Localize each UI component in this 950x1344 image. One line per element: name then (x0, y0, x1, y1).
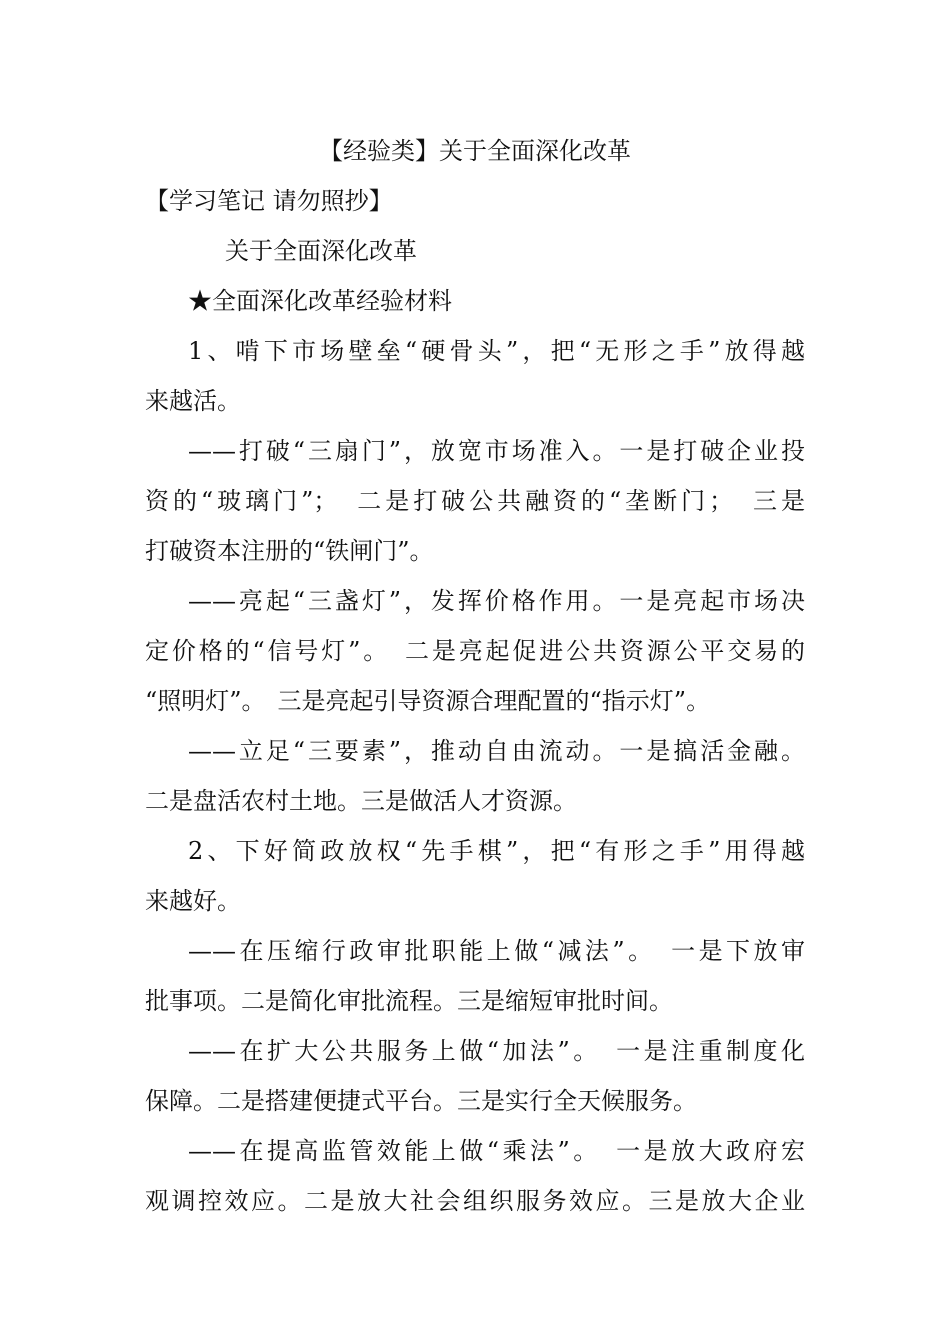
paragraph-line: 打破资本注册的“铁闸门”。 (145, 537, 434, 565)
paragraph-line: 保障。二是搭建便捷式平台。三是实行全天候服务。 (145, 1087, 697, 1115)
note-label: 【学习笔记 请勿照抄】 (145, 187, 393, 215)
paragraph-line: 二是盘活农村土地。三是做活人才资源。 (145, 787, 577, 815)
paragraph-line: “照明灯”。 三是亮起引导资源合理配置的“指示灯”。 (145, 687, 711, 715)
paragraph-line: 来越活。 (145, 387, 241, 415)
subtitle: 关于全面深化改革 (225, 237, 417, 265)
paragraph-line: ——在提高监管效能上做“乘法”。 一是放大政府宏 (188, 1137, 805, 1165)
paragraph-line: 来越好。 (145, 887, 241, 915)
paragraph-line: ——在扩大公共服务上做“加法”。 一是注重制度化 (188, 1037, 805, 1065)
paragraph-line: ——亮起“三盏灯”，发挥价格作用。一是亮起市场决 (188, 587, 805, 615)
paragraph-line: 观调控效应。二是放大社会组织服务效应。三是放大企业 (145, 1187, 805, 1215)
paragraph-line: 1、啃下市场壁垒“硬骨头”，把“无形之手”放得越 (188, 337, 805, 365)
document-title: 【经验类】关于全面深化改革 (319, 137, 631, 165)
paragraph-line: 定价格的“信号灯”。 二是亮起促进公共资源公平交易的 (145, 637, 805, 665)
paragraph-line: 2、下好简政放权“先手棋”，把“有形之手”用得越 (188, 837, 805, 865)
paragraph-line: 批事项。二是简化审批流程。三是缩短审批时间。 (145, 987, 673, 1015)
paragraph-line: ——打破“三扇门”，放宽市场准入。一是打破企业投 (188, 437, 805, 465)
paragraph-line: ——在压缩行政审批职能上做“减法”。 一是下放审 (188, 937, 805, 965)
section-heading: ★全面深化改革经验材料 (188, 287, 452, 315)
paragraph-line: 资的“玻璃门”； 二是打破公共融资的“垄断门； 三是 (145, 487, 805, 515)
paragraph-line: ——立足“三要素”，推动自由流动。一是搞活金融。 (188, 737, 805, 765)
